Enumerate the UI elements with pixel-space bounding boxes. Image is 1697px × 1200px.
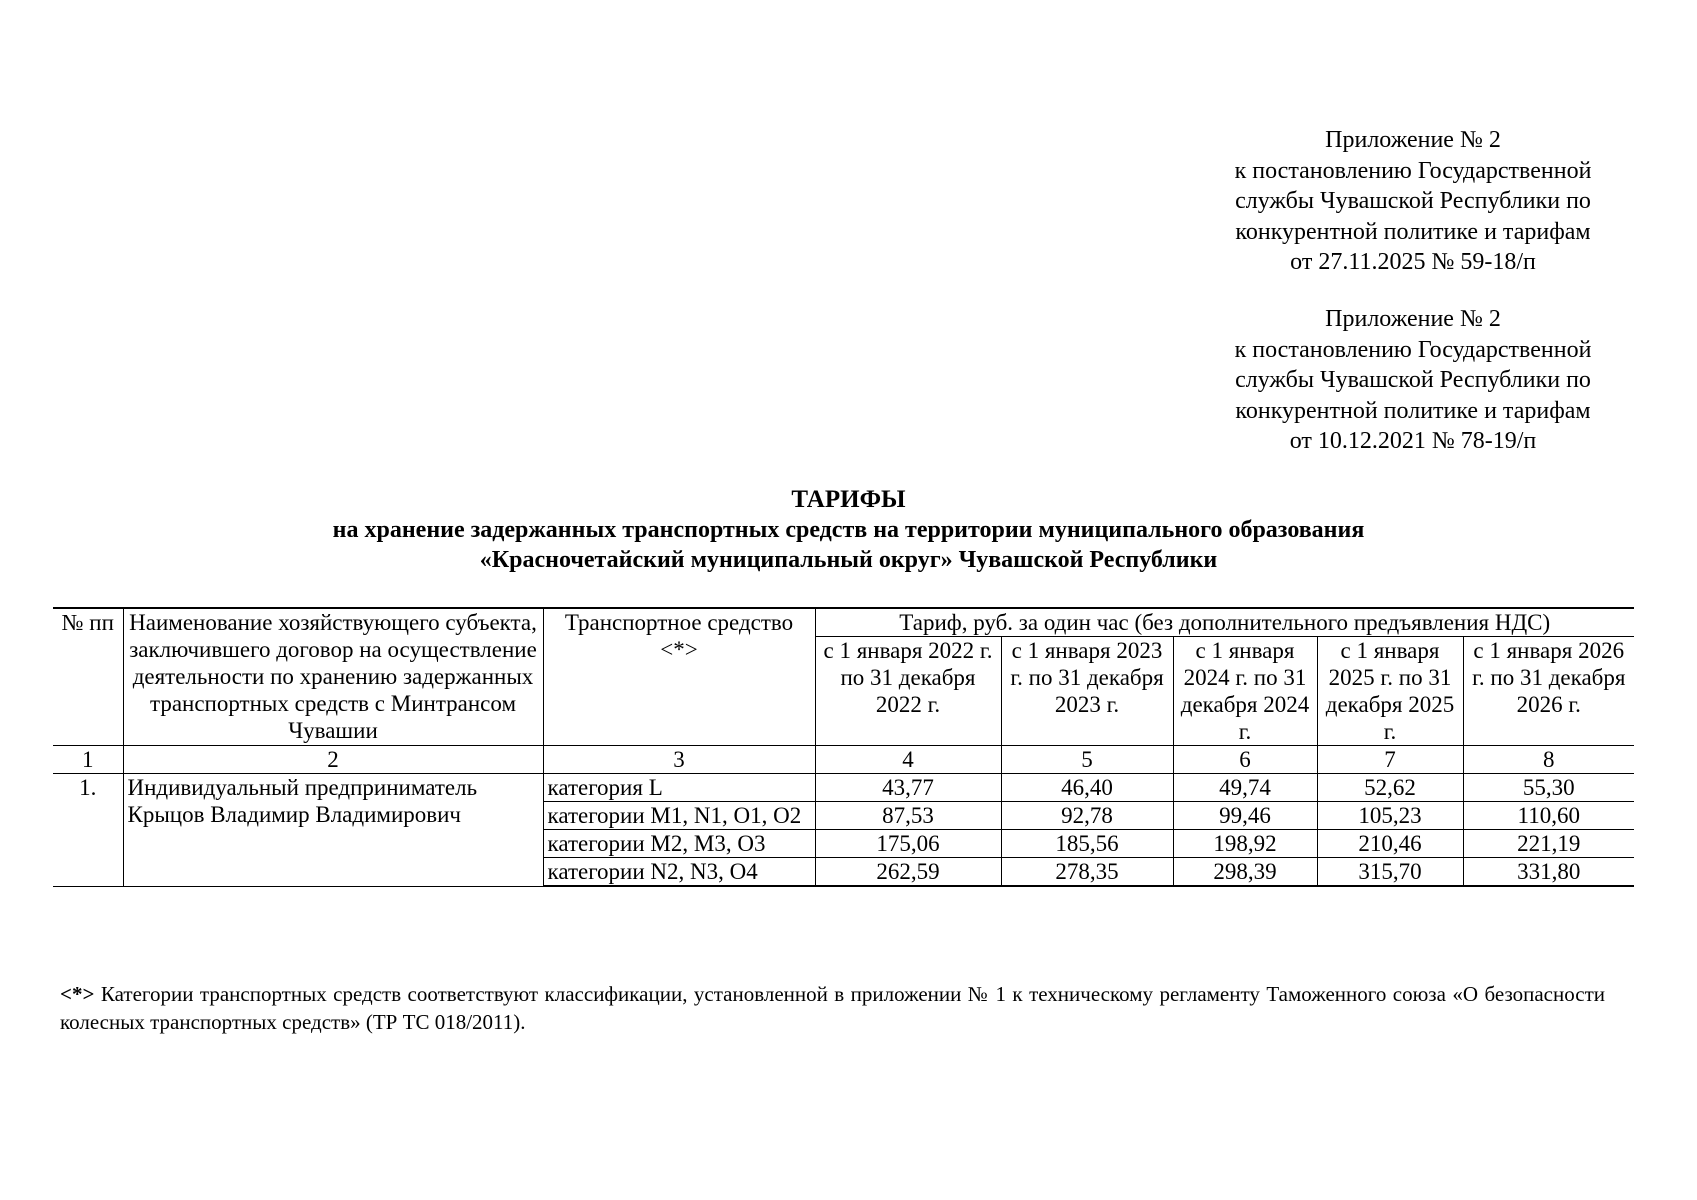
tariff-value: 92,78 bbox=[1001, 802, 1173, 830]
header-entity: Наименование хозяйствующего субъекта, заключившего договор на осуществление деятельности по хранению задержанных транспортных средств с Минтрансом Чувашии bbox=[123, 608, 543, 746]
tariff-value: 110,60 bbox=[1463, 802, 1634, 830]
header-period: с 1 января 2023 г. по 31 декабря 2023 г. bbox=[1001, 637, 1173, 746]
tariff-value: 185,56 bbox=[1001, 830, 1173, 858]
tariff-value: 105,23 bbox=[1317, 802, 1463, 830]
tariff-value: 331,80 bbox=[1463, 858, 1634, 887]
header-period: с 1 января 2025 г. по 31 декабря 2025 г. bbox=[1317, 637, 1463, 746]
title-main: ТАРИФЫ bbox=[791, 486, 906, 513]
tariff-table bbox=[53, 607, 1634, 887]
column-number: 4 bbox=[815, 746, 1001, 774]
column-number: 3 bbox=[543, 746, 815, 774]
column-number: 8 bbox=[1463, 746, 1634, 774]
appendix-line: конкурентной политике и тарифам bbox=[1235, 218, 1591, 245]
title-subtitle: на хранение задержанных транспортных средств на территории муниципального образования bbox=[332, 517, 1365, 543]
header-period: с 1 января 2026 г. по 31 декабря 2026 г. bbox=[1463, 637, 1634, 746]
tariff-value: 87,53 bbox=[815, 802, 1001, 830]
row-number: 1. bbox=[53, 774, 123, 887]
header-period: с 1 января 2022 г. по 31 декабря 2022 г. bbox=[815, 637, 1001, 746]
tariff-value: 46,40 bbox=[1001, 774, 1173, 802]
title-subtitle: «Красночетайский муниципальный округ» Чувашской Республики bbox=[479, 547, 1218, 573]
appendix-line: службы Чувашской Республики по bbox=[1235, 367, 1591, 393]
tariff-value: 52,62 bbox=[1317, 774, 1463, 802]
footnote-text: Категории транспортных средств соответствуют классификации, установленной в приложении № 1 к техническому регламенту Таможенного союза «О безопасности колесных транспортных средств» (ТР ТС 018/2011). bbox=[60, 982, 1605, 1034]
table-row bbox=[53, 774, 1634, 802]
appendix-line: конкурентной политике и тарифам bbox=[1235, 397, 1591, 424]
tariff-value: 43,77 bbox=[815, 774, 1001, 802]
header-row bbox=[53, 608, 1634, 637]
tariff-value: 198,92 bbox=[1173, 830, 1317, 858]
header-period: с 1 января 2024 г. по 31 декабря 2024 г. bbox=[1173, 637, 1317, 746]
tariff-value: 221,19 bbox=[1463, 830, 1634, 858]
vehicle-category: категории N2, N3, O4 bbox=[543, 858, 815, 887]
footnote-symbol: <*> bbox=[60, 982, 95, 1006]
column-number: 7 bbox=[1317, 746, 1463, 774]
tariff-value: 49,74 bbox=[1173, 774, 1317, 802]
appendix-title: Приложение № 2 bbox=[1325, 127, 1501, 153]
appendix-date: от 10.12.2021 № 78-19/п bbox=[1289, 428, 1537, 454]
tariff-value: 55,30 bbox=[1463, 774, 1634, 802]
appendix-title: Приложение № 2 bbox=[1325, 306, 1501, 332]
tariff-value: 298,39 bbox=[1173, 858, 1317, 887]
tariff-value: 262,59 bbox=[815, 858, 1001, 887]
tariff-value: 99,46 bbox=[1173, 802, 1317, 830]
tariff-value: 315,70 bbox=[1317, 858, 1463, 887]
appendix-header-current bbox=[1203, 125, 1623, 278]
appendix-line: службы Чувашской Республики по bbox=[1235, 188, 1591, 214]
header-vehicle: Транспортное средство <*> bbox=[543, 608, 815, 746]
appendix-line: к постановлению Государственной bbox=[1234, 157, 1592, 184]
column-number: 5 bbox=[1001, 746, 1173, 774]
vehicle-category: категории M1, N1, O1, O2 bbox=[543, 802, 815, 830]
tariff-value: 210,46 bbox=[1317, 830, 1463, 858]
tariff-value: 278,35 bbox=[1001, 858, 1173, 887]
column-number-row bbox=[53, 746, 1634, 774]
entity-name: Индивидуальный предприниматель Крыцов Владимир Владимирович bbox=[123, 774, 543, 887]
document-title bbox=[0, 485, 1697, 575]
appendix-line: к постановлению Государственной bbox=[1234, 336, 1592, 363]
column-number: 2 bbox=[123, 746, 543, 774]
appendix-date: от 27.11.2025 № 59-18/п bbox=[1290, 249, 1536, 275]
header-num: № пп bbox=[53, 608, 123, 746]
vehicle-category: категории M2, M3, O3 bbox=[543, 830, 815, 858]
footnote bbox=[60, 980, 1605, 1036]
header-tariff-group: Тариф, руб. за один час (без дополнительного предъявления НДС) bbox=[815, 608, 1634, 637]
appendix-header-previous bbox=[1203, 304, 1623, 457]
column-number: 1 bbox=[53, 746, 123, 774]
vehicle-category: категория L bbox=[543, 774, 815, 802]
column-number: 6 bbox=[1173, 746, 1317, 774]
tariff-value: 175,06 bbox=[815, 830, 1001, 858]
